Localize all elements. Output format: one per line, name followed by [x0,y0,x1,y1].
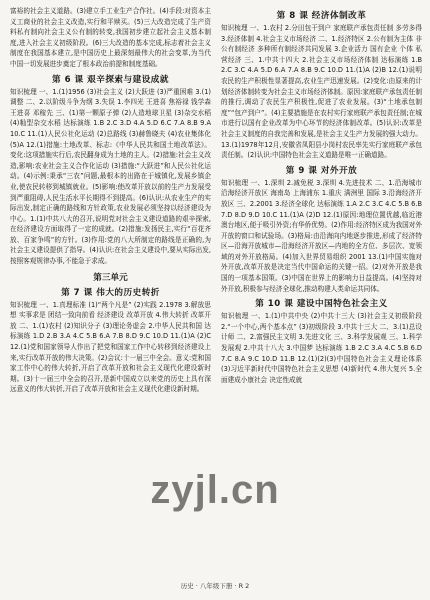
lesson-9-title: 第 9 课 对外开放 [285,165,358,176]
right-column [221,6,422,566]
lesson-8-title: 第 8 课 经济体制改革 [276,11,367,21]
lesson-6-answers: 知识梳理 一、1.(1)1956 (3)社会主义 (2)大跃进 (3)严重困难 3.(1)调整 二、2.以阶级斗争为纲 3.失误 1.李四光 王进喜 焦裕禄 钱学森 王进喜 邓稼先 三、(1)第一颗原子弹 (2)人造地球卫星 (3)杂交水稻 (4)籼型杂交水稻 达标演练 1.B 2.C 3.D 4.A 5.D 6.C 7.A 8.B 9.A 10.C 11.(1)人民公社化运动 (2)总路线 (3)赫鲁晓夫 (4)农业集体化 (5)A 12.(1)措施:土地改革、标志:《中华人民共和国土地改革法》。变化:这项措施实行后,农民翻身成为土地的主人。(2)措施:社会主义改造,影响:农业社会主义合作化运动 (3)措施:“大跃进”和人民公社化运动。(4)示例:秉承“三农”问题,最根本的出路在于城镇化,发展乡镇企业,使农民转移到城镇就业。(5)影响:使改革开放以前的生产力发展受到严重阻碍,人民生活水平长期得不到提高。(6)认识:从农业生产的实际出发,制定正确的路线和方针政策,农业发展必须坚持以经济建设为中心。1.(1)中共八大的召开,说明党对社会主义建设道路的艰辛探索,在经济建设方面取得了一定的成就。(2)措施:发扬民主,实行“百花齐放、百家争鸣”的方针。(3)作用:党的八大所制定的路线是正确的,为社会主义建设提供了指导。(4)认识:在社会主义建设中,要从实际出发,按照客观规律办事,不能急于求成。 [10,87,211,266]
lesson-10-title: 第 10 课 建设中国特色社会主义 [255,299,388,310]
site-watermark: zyjl.cn [150,468,280,512]
lesson-9-answers: 知识梳理 一、1.深圳 2.减免税 3.深圳 4.先进技术 二、1.沿海城市 沿海经济开放区 海南岛 上海浦东 1.重庆 满洲里 国际 3.沿海经济开放区 三、2.2001 3.经济全球化 达标演练 1.A 2.C 3.C 4.C 5.B 6.B 7.D 8.D 9.D 10.C 11.(1)A (2)D 12.(1)原因:地理位置优越,临近港澳台地区,便于吸引外资;有华侨优势。(2)作用:经济特区成为我国对外开放的窗口和试验场。(3)格局:由沿海向内地逐步推进,形成了经济特区—沿海开放城市—沿海经济开放区—内地的全方位、多层次、宽领域的对外开放格局。(4)加入世界贸易组织 2001 13.(1)中国实施对外开放,改革开放是决定当代中国命运的关键一招。(2)对外开放是我国的一项基本国策。(3)中国在世界上的影响力日益提高。(4)坚持对外开放,积极参与经济全球化,推动构建人类命运共同体。 [221,178,422,293]
lesson-6-title: 第 6 课 艰辛探索与建设成就 [52,74,169,85]
left-column [10,6,211,566]
lesson-10-answers: 知识梳理 一、1.(1)中共中央 (2)中共十三大 (3)社会主义初级阶段 2.“一个中心,两个基本点” (3)初级阶段 3.中共十三大 二、3.(1)总设计师 二、2.富强民主文明 3.先进文化 三、3.科学发展观 三、1.科学发展观 2.中共十八大 3.中国梦 达标演练 1.B 2.C 3.A 4.C 5.B 6.D 7.C 8.A 9.C 10.D 11.B 12.(1)(2)(3)中国特色社会主义理论体系 (3)习近平新时代中国特色社会主义思想 (4)新时代 4.伟大复兴 5.全面建成小康社会 决定性成就 [221,312,422,384]
lesson-7-title: 第 7 课 伟大的历史转折 [61,287,160,298]
unit-3-title: 第三单元 [93,272,128,283]
lesson-8-answers: 知识梳理 一、1.农村 2.分田包干到户 家庭联产承包责任制 多劳多得 3.经济体制 4.社会主义市场经济 二、1.经济特区 2.公有制为主体 非公有制经济 多种所有制经济共同发展 3.企业活力 国有企业 个体 私营经济 三、1.中共十四大 2.社会主义市场经济体制 达标演练 1.B 2.C 3.C 4.A 5.D 6.A 7.A 8.B 9.C 10.D 11.(1)A (2)B 12.(1)说明农民的生产积极性显著提高,农业生产迅速发展。(2)变化:由原来的计划经济体制转变为社会主义市场经济体制。原因:家庭联产承包责任制的推行,调动了农民生产积极性,促进了农业发展。(3)“土地承包制度”“包产到户”。(4)主要措施是在农村实行家庭联产承包责任制;在城市进行以国有企业改革为中心环节的经济体制改革。(5)认识:改革是社会主义制度的自我完善和发展,是社会主义生产力发展的强大动力。13.(1)1978年12月,安徽省凤阳县小岗村农民率先实行家庭联产承包责任制。(2)认识:中国特色社会主义道路是唯一正确道路。 [221,24,422,160]
two-column-layout [10,6,422,566]
page-footer: 历史 · 八年级下册 · R 2 [180,582,250,590]
continued-paragraph: 富裕的社会主义道路。(3)建立手工业生产合作社。(4)手段:对资本主义工商业的社会主义改造,实行和平赎买。(5)三大改造完成了生产资料私有制向社会主义公有制的转变,我国初步建立起社会主义基本制度,进入社会主义初级阶段。(6)三大改造的基本完成,标志着社会主义制度在我国基本建立,是中国历史上最深刻最伟大的社会变革,为当代中国一切发展进步奠定了根本政治前提和制度基础。 [10,7,211,68]
lesson-7-answers: 知识梳理 一、1.真理标准 (1)“两个凡是” (2)实践 2.1978 3.解放思想 实事求是 团结一致向前看 经济建设 改革开放 4.伟大转折 改革开放 二、1.(1)农村 (2)知识分子 (3)理论务虚会 2.中华人民共和国 达标演练 1.D 2.B 3.A 4.C 5.B 6.A 7.B 8.D 9.C 10.D 11.(1)A (2)C 12.(1)党和国家领导人作出了把党和国家工作中心转移到经济建设上来,实行改革开放的伟大决策。(2)会议:十一届三中全会。意义:党和国家工作中心的伟大转折,开启了改革开放和社会主义现代化建设新时期。(3)十一届三中全会的召开,是新中国成立以来党的历史上具有深远意义的伟大转折,开启了改革开放和社会主义现代化建设新时期。 [10,300,211,394]
